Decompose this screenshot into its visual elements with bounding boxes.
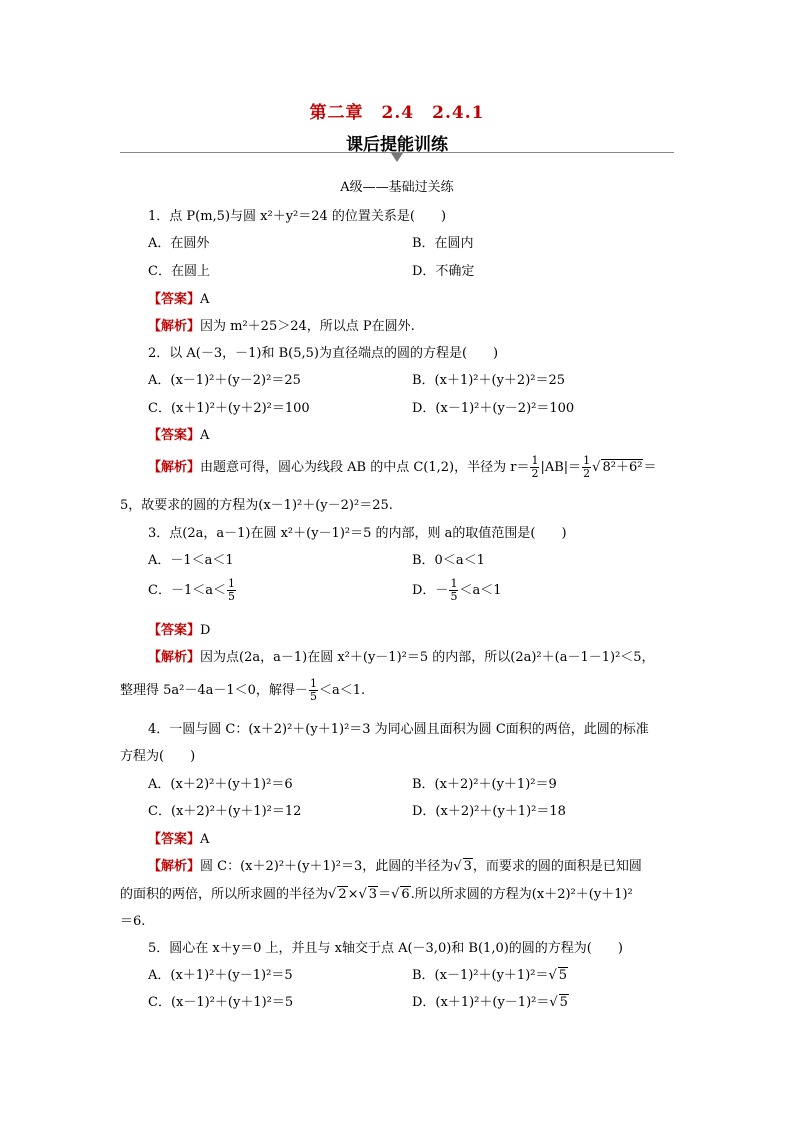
q2-option-b: B．(x＋1)²＋(y＋2)²＝25 (412, 373, 566, 388)
q1-option-c: C．在圆上 (148, 264, 210, 279)
q3-analysis-line1: 【解析】因为点(2a，a－1)在圆 x²＋(y－1)²＝5 的内部，所以(2a)²＋(a－1－1)²＜5， (148, 650, 655, 665)
q4-analysis-line3: ＝6. (120, 914, 146, 929)
fraction: $\frac{1}{5}$ (227, 577, 235, 603)
q5-option-b: B．(x－1)²＋(y＋1)²＝√ 5 (412, 968, 568, 983)
q4-analysis-line2: 的面积的两倍，所以所求圆的半径为√ 2×√ 3＝√ 6.所以所求圆的方程为(x＋2)²＋(y＋1)² (120, 887, 633, 902)
sqrt-icon: √ (548, 968, 557, 983)
q4-answer-value: A (200, 832, 210, 847)
chapter-title: 第二章 2.4 2.4.1 (309, 103, 485, 123)
sqrt-icon: √ (453, 859, 462, 874)
q3-option-c: C．－1＜a＜ $\frac{1}{5}$ (148, 577, 235, 603)
answer-label: 【答案】 (148, 428, 201, 443)
q5-option-c: C．(x－1)²＋(y＋1)²＝5 (148, 995, 294, 1010)
q1-option-b: B．在圆内 (412, 236, 474, 251)
section-subtitle: 课后提能训练 (346, 135, 448, 155)
fraction: $\frac{1}{5}$ (450, 577, 458, 603)
sqrt-icon: √ (391, 887, 400, 902)
q5-option-d: D．(x＋1)²＋(y－1)²＝√ 5 (412, 995, 568, 1010)
q3-answer-value: D (200, 623, 211, 638)
sqrt-icon: √ (328, 887, 337, 902)
q2-answer-value: A (200, 428, 210, 443)
q1-answer-value: A (200, 292, 210, 307)
fraction: $\frac{1}{2}$ (583, 454, 591, 480)
fraction: $\frac{1}{5}$ (309, 677, 317, 703)
q4-option-d: D．(x＋2)²＋(y＋1)²＝18 (412, 804, 566, 819)
q4-option-c: C．(x＋2)²＋(y＋1)²＝12 (148, 804, 302, 819)
q4-answer (148, 828, 209, 847)
q2-analysis-line2: 5，故要求的圆的方程为(x－1)²＋(y－2)²＝25. (120, 498, 393, 513)
analysis-label: 【解析】 (148, 859, 201, 874)
q1-analysis (148, 315, 415, 334)
q2-analysis-line1: 【解析】由题意可得，圆心为线段 AB 的中点 C(1,2)，半径为 r＝ $\frac{1}{2}$ |AB|＝ $\frac{1}{2}$ √ 8²＋6²＝ (148, 454, 657, 480)
answer-label: 【答案】 (148, 832, 201, 847)
q2-answer (148, 424, 209, 443)
sqrt-icon: √ (549, 995, 558, 1010)
q2-option-a: A．(x－1)²＋(y－2)²＝25 (148, 373, 301, 388)
fraction: $\frac{1}{2}$ (531, 454, 539, 480)
sqrt-icon: √ (358, 887, 367, 902)
q4-stem-line1: 4．一圆与圆 C：(x＋2)²＋(y＋1)²＝3 为同心圆且面积为圆 C面积的两倍，此圆的标准 (148, 722, 649, 737)
level-heading: A级——基础过关练 (340, 180, 454, 195)
q1-analysis-text: 因为 m²＋25＞24，所以点 P在圆外. (200, 319, 415, 334)
q4-analysis-line1: 【解析】圆 C：(x＋2)²＋(y＋1)²＝3，此圆的半径为√ 3，而要求的圆的面积是已知圆 (148, 859, 642, 874)
analysis-label: 【解析】 (148, 460, 201, 475)
q5-option-a: A．(x＋1)²＋(y－1)²＝5 (148, 968, 293, 983)
answer-label: 【答案】 (148, 623, 201, 638)
q1-option-d: D．不确定 (412, 264, 475, 279)
q3-analysis-line2: 整理得 5a²－4a－1＜0，解得－ $\frac{1}{5}$ ＜a＜1. (120, 677, 366, 703)
q3-option-d: D．－ $\frac{1}{5}$ ＜a＜1 (412, 577, 502, 603)
q2-option-c: C．(x＋1)²＋(y＋2)²＝100 (148, 401, 310, 416)
analysis-label: 【解析】 (148, 650, 201, 665)
q3-option-a: A．－1＜a＜1 (148, 553, 234, 568)
q1-option-a: A．在圆外 (148, 236, 210, 251)
q2-option-d: D．(x－1)²＋(y－2)²＝100 (412, 401, 575, 416)
q2-stem: 2．以 A(－3，－1)和 B(5,5)为直径端点的圆的方程是( ) (148, 346, 499, 361)
q3-stem: 3．点(2a，a－1)在圆 x²＋(y－1)²＝5 的内部，则 a的取值范围是( ) (148, 526, 567, 541)
q4-option-b: B．(x＋2)²＋(y＋1)²＝9 (412, 777, 557, 792)
q4-stem-line2: 方程为( ) (120, 749, 196, 764)
q3-answer (148, 619, 210, 638)
answer-label: 【答案】 (148, 292, 201, 307)
analysis-label: 【解析】 (148, 319, 201, 334)
sqrt-icon: √ (592, 460, 601, 475)
triangle-marker-icon (391, 153, 403, 162)
q4-option-a: A．(x＋2)²＋(y＋1)²＝6 (148, 777, 293, 792)
q1-stem: 1．点 P(m,5)与圆 x²＋y²＝24 的位置关系是( ) (148, 209, 447, 224)
q3-option-b: B．0＜a＜1 (412, 553, 485, 568)
q1-answer (148, 288, 209, 307)
q5-stem: 5．圆心在 x＋y＝0 上，并且与 x轴交于点 A(－3,0)和 B(1,0)的圆的方程为( ) (148, 941, 623, 956)
